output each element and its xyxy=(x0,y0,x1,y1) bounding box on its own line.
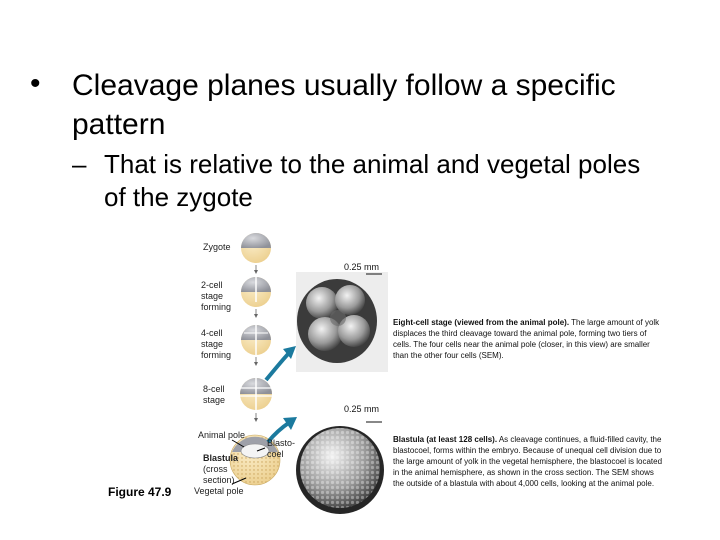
caption-eight-cell-title: Eight-cell stage (viewed from the animal pole). xyxy=(393,318,570,327)
label-two-cell: 2-cell stage forming xyxy=(201,280,232,312)
blastocoel-cavity xyxy=(241,444,269,458)
label-zygote: Zygote xyxy=(203,242,231,252)
sub-bullet-text: That is relative to the animal and vegetal poles of the zygote xyxy=(104,149,641,212)
label-vegetal-pole: Vegetal pole xyxy=(194,486,244,496)
sub-bullet-symbol: – xyxy=(72,149,87,179)
two-cell-drawing xyxy=(241,277,271,307)
label-blastocoel: Blasto-coel xyxy=(267,438,296,459)
caption-eight-cell xyxy=(393,317,665,361)
eight-cell-drawing xyxy=(240,378,272,410)
label-cross-section: (cross section) xyxy=(203,464,235,485)
zygote-drawing xyxy=(241,233,271,263)
label-animal-pole: Animal pole xyxy=(198,430,246,440)
caption-blastula-body: As cleavage continues, a fluid-filled cavity, the blastocoel, forms within the embryo. Because of unequal cell division due to the large amount of yolk in the vegetal hemisphere, the blastocoel is located in the animal hemisphere, as shown in the cross section. The SEM shows the outside of a blastula with about 4,000 cells, looking at the animal pole. xyxy=(393,435,663,488)
scale-label-bottom: 0.25 mm xyxy=(344,404,380,414)
caption-eight-cell-body: The large amount of yolk displaces the third cleavage toward the animal pole, forming two tiers of cells. The four cells near the animal pole (closer, in this view) are smaller than the other four cells (SEM). xyxy=(393,318,660,360)
scale-label-top: 0.25 mm xyxy=(344,262,380,272)
teal-arrow-top xyxy=(266,352,290,380)
sem-blastula xyxy=(296,420,388,520)
label-eight-cell: 8-cell stage xyxy=(203,384,226,405)
bullet-symbol: • xyxy=(30,67,41,100)
caption-blastula xyxy=(393,434,665,489)
caption-blastula-title: Blastula (at least 128 cells). xyxy=(393,435,498,444)
sem-eight-cell xyxy=(296,272,388,372)
four-cell-drawing xyxy=(241,325,271,355)
label-blastula: Blastula xyxy=(203,453,239,463)
figure-label: Figure 47.9 xyxy=(108,485,172,499)
label-four-cell: 4-cell stage forming xyxy=(201,328,232,360)
bullet-text: Cleavage planes usually follow a specific pattern xyxy=(72,69,616,141)
